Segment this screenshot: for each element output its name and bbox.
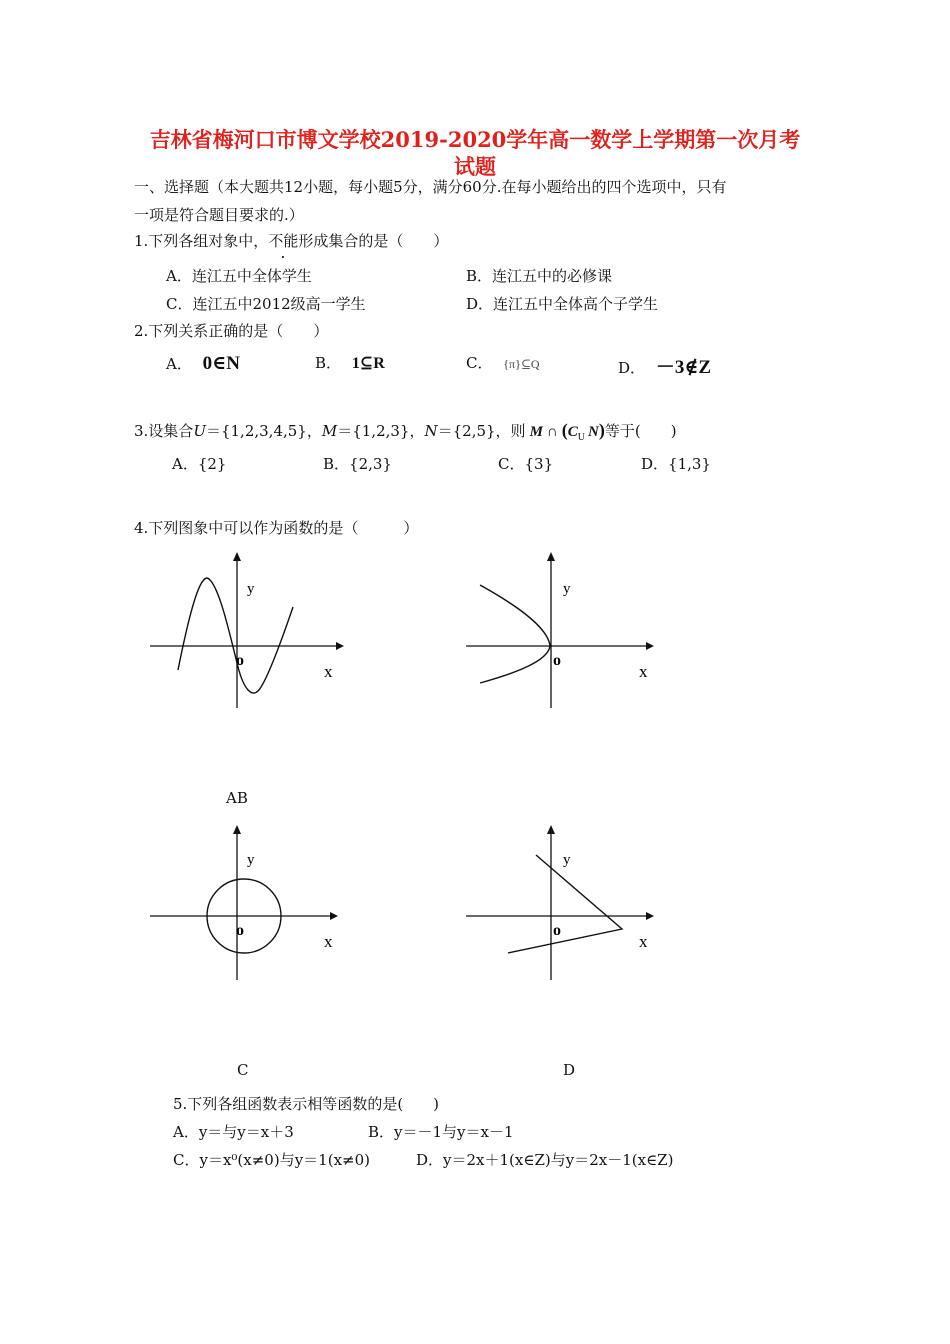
caption-c: C [237,1061,249,1079]
question-4-stem: 4.下列图象中可以作为函数的是（ ） [134,519,419,537]
question-5-stem: 5.下列各组函数表示相等函数的是( ) [173,1095,440,1113]
graph-d-x-label: x [639,932,648,951]
graph-c-y-arrow [233,825,241,834]
question-3-expr-close: ) [598,420,605,440]
question-3-expr-m: M [529,424,543,440]
graph-b [456,545,666,715]
graph-d-curve [508,855,622,953]
question-1-option-a: A．连江五中全体学生 [166,267,312,285]
question-2-option-c-expr: {π}⊆Q [503,357,540,371]
graph-d-y-label: y [563,852,571,868]
caption-d: D [563,1061,576,1079]
question-3-expr-cap: ∩ [546,424,558,440]
question-2-option-d-letter: D． [618,359,646,377]
question-3-set-u-value: ＝{1,2,3,4,5}， [205,422,322,440]
question-1-option-c: C．连江五中2012级高一学生 [166,295,366,313]
question-3-option-a: A．{2} [172,455,227,473]
graph-c-x-arrow [330,912,338,920]
question-5-option-d: D．y＝2x＋1(x∈Z)与y＝2x－1(x∈Z) [416,1151,674,1169]
document-title-line2: 试题 [454,154,496,179]
question-3-stem-pre: 3.设集合 [134,422,194,440]
question-3-expr-open: ( [561,420,568,440]
question-2-option-c [466,352,540,373]
graph-b-y-arrow [547,552,555,561]
question-1-option-b: B．连江五中的必修课 [466,267,613,285]
question-3-stem-post: 等于( ) [604,422,677,440]
question-2-option-d-expr: －3∉Z [655,357,712,378]
question-3-set-n-value: ＝{2,5}，则 [437,422,526,440]
graph-a-x-label: x [324,662,333,681]
graph-c [140,820,350,990]
question-5-option-c: C．y＝x⁰(x≠0)与y＝1(x≠0) [173,1151,370,1169]
question-2-option-d [618,352,711,379]
graph-c-y-label: y [247,852,255,868]
graph-b-x-arrow [646,642,654,650]
question-3-option-d: D．{1,3} [641,455,711,473]
question-3-expr-c: C [567,424,578,440]
section-header-line1: 一、选择题（本大题共12小题，每小题5分，满分60分.在每小题给出的四个选项中，只有 [134,178,727,196]
graph-d [456,820,666,990]
graph-c-x-label: x [324,932,333,951]
question-3-set-n: N [424,422,438,440]
question-1-stem [134,230,448,251]
graph-a-curve [178,578,293,693]
question-2-stem: 2.下列关系正确的是（ ） [134,322,329,340]
question-2-option-b-letter: B． [315,354,342,372]
question-3-option-b: B．{2,3} [323,455,392,473]
caption-ab: AB [226,789,248,807]
question-3-expression [526,420,605,443]
graph-d-x-arrow [646,912,654,920]
question-2-option-b-expr: 1⊆R [351,355,385,372]
graph-a-y-label: y [247,581,255,597]
question-2-option-c-letter: C． [466,354,493,372]
graph-c-origin-label: o [236,922,244,939]
question-3-set-m: M [321,422,338,440]
question-5-option-b: B．y＝－1与y＝x－1 [368,1123,514,1141]
document-title-line1: 吉林省梅河口市博文学校2019-2020学年高一数学上学期第一次月考 [149,127,801,152]
question-1-option-d: D．连江五中全体高个子学生 [466,295,659,313]
question-3-option-c: C．{3} [498,455,554,473]
graph-b-y-label: y [563,581,571,597]
question-3-stem [134,420,677,443]
graph-d-origin-label: o [553,922,561,939]
question-1-emphasis: 不能 [268,232,299,250]
question-2-option-a-expr: 0∈N [202,353,240,374]
question-2-option-a-letter: A． [166,355,192,373]
question-1-stem-pre: 1.下列各组对象中， [134,232,269,250]
question-1-stem-post: 形成集合的是（ ） [298,232,449,250]
section-header-line2: 一项是符合题目要求的.） [134,206,304,224]
graph-a [140,545,350,715]
graph-a-y-arrow [233,552,241,561]
graph-b-origin-label: o [553,652,561,669]
question-3-expr-n: N [588,424,599,440]
graph-a-x-arrow [336,642,344,650]
question-3-expr-sub: U [577,432,585,443]
graph-a-origin-label: o [236,652,244,669]
graph-b-x-label: x [639,662,648,681]
question-2-option-b [315,352,385,373]
graph-d-y-arrow [547,825,555,834]
graph-b-curve [480,585,550,683]
question-5-option-a: A．y＝与y＝x＋3 [173,1123,294,1141]
question-3-set-u: U [193,422,206,440]
question-3-set-m-value: ＝{1,2,3}， [337,422,425,440]
question-2-option-a [166,352,240,375]
